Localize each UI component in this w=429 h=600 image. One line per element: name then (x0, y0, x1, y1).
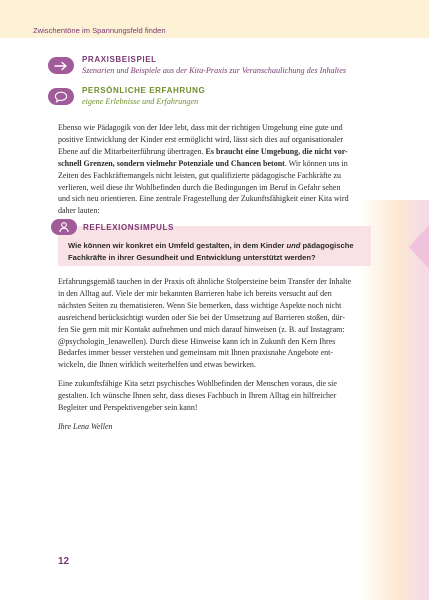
legend-subtitle: eigene Erlebnisse und Erfahrungen (82, 97, 199, 106)
text-line: und sich neu orientieren. Eine zentrale Fragestellung der Zukunftsfähigkeit einer Kita wird (58, 194, 349, 204)
person-icon (51, 219, 77, 235)
text-run: pädagogische (300, 241, 354, 250)
text-run: . Wir können uns in (284, 158, 348, 168)
text-line: Eine zukunftsfähige Kita setzt psychisches Wohlbefinden der Menschen voraus, die sie (58, 379, 337, 388)
text-line (58, 146, 371, 158)
emphasis-text: und (286, 241, 301, 250)
signature: Ihre Lena Wellen (58, 422, 113, 431)
text-line: Zeiten des Fachkräftemangels nicht leisten, gut qualifizierte pädagogische Fachkräfte zu (58, 170, 341, 180)
text-line: positive Entwicklung der Kinder erst ermöglicht wird, lässt sich dies auf organisationaler (58, 134, 344, 144)
speech-bubble-icon (48, 88, 74, 105)
body-paragraph-2 (58, 276, 371, 371)
page-number: 12 (58, 556, 70, 567)
text-line: @psychologin_lenawellen). Durch diese Hinweise kann ich in Zukunft den Kern Ihres (58, 336, 336, 346)
text-line: Fachkräfte in ihrer Gesundheit und Entwicklung unterstützt werden? (68, 252, 316, 262)
body-paragraph-3 (58, 378, 371, 414)
text-line: in den Alltag auf. Viele der mir bekannten Barrieren habe ich bereits versucht auf den (58, 288, 332, 298)
decorative-triangle (409, 225, 429, 269)
legend-title: PRAXISBEISPIEL (82, 55, 157, 64)
legend-subtitle: Szenarien und Beispiele aus der Kita-Praxis zur Veranschaulichung des Inhaltes (82, 66, 347, 75)
text-line (68, 240, 368, 252)
text-line (58, 158, 371, 170)
text-line: fen Sie gern mit mir Kontakt aufnehmen und mich darauf hinweisen (z. B. auf Instagram: (58, 324, 345, 334)
text-line: gestalten. Ich wünsche Ihnen sehr, dass dieses Fachbuch in Ihrem Alltag ein hilfreicher (58, 390, 337, 400)
text-line: Begleiter und Perspektivengeber sein kann! (58, 402, 198, 412)
text-line: Bedarfes immer besser verstehen und gemeinsam mit Ihnen praxisnahe Angebote ent- (58, 348, 334, 358)
bold-text: schnell Grenzen, sondern vielmehr Potenziale und Chancen betont (58, 158, 285, 168)
text-line: Erfahrungsgemäß tauchen in der Praxis oft ähnliche Stolpersteine beim Transfer der Inhalte (58, 277, 352, 286)
legend-title: PERSÖNLICHE ERFAHRUNG (82, 86, 206, 95)
text-line: nächsten Seiten zu thematisieren. Wenn Sie bemerken, dass wichtige Aspekte noch nicht (58, 300, 342, 310)
text-run: Wie können wir konkret ein Umfeld gestalten, in dem Kinder (68, 241, 287, 250)
text-line: daher lauten: (58, 206, 100, 216)
reflection-title: REFLEXIONSIMPULS (83, 223, 174, 232)
arrow-right-icon (48, 57, 74, 74)
bold-text: Es braucht eine Umgebung, die nicht vor- (205, 146, 348, 156)
text-line: wickeln, die Ihnen wirklich weiterhelfen und etwas bewirken. (58, 360, 256, 370)
text-line: ausreichend berücksichtigt wurden oder Sie bei der Umsetzung auf Barrieren stoßen, dür- (58, 312, 345, 322)
text-line: verlieren, weil diese ihr Wohlbefinden durch die Bedingungen im Beruf in Gefahr sehen (58, 182, 341, 192)
reflection-question (68, 240, 368, 263)
text-run: Ebene auf die Mitarbeiterführung übertragen. (58, 146, 204, 156)
text-line: Ebenso wie Pädagogik von der Idee lebt, dass mit der richtigen Umgebung eine gute und (58, 123, 343, 132)
running-header: Zwischentöne im Spannungsfeld finden (33, 26, 166, 35)
body-paragraph-1 (58, 122, 371, 217)
